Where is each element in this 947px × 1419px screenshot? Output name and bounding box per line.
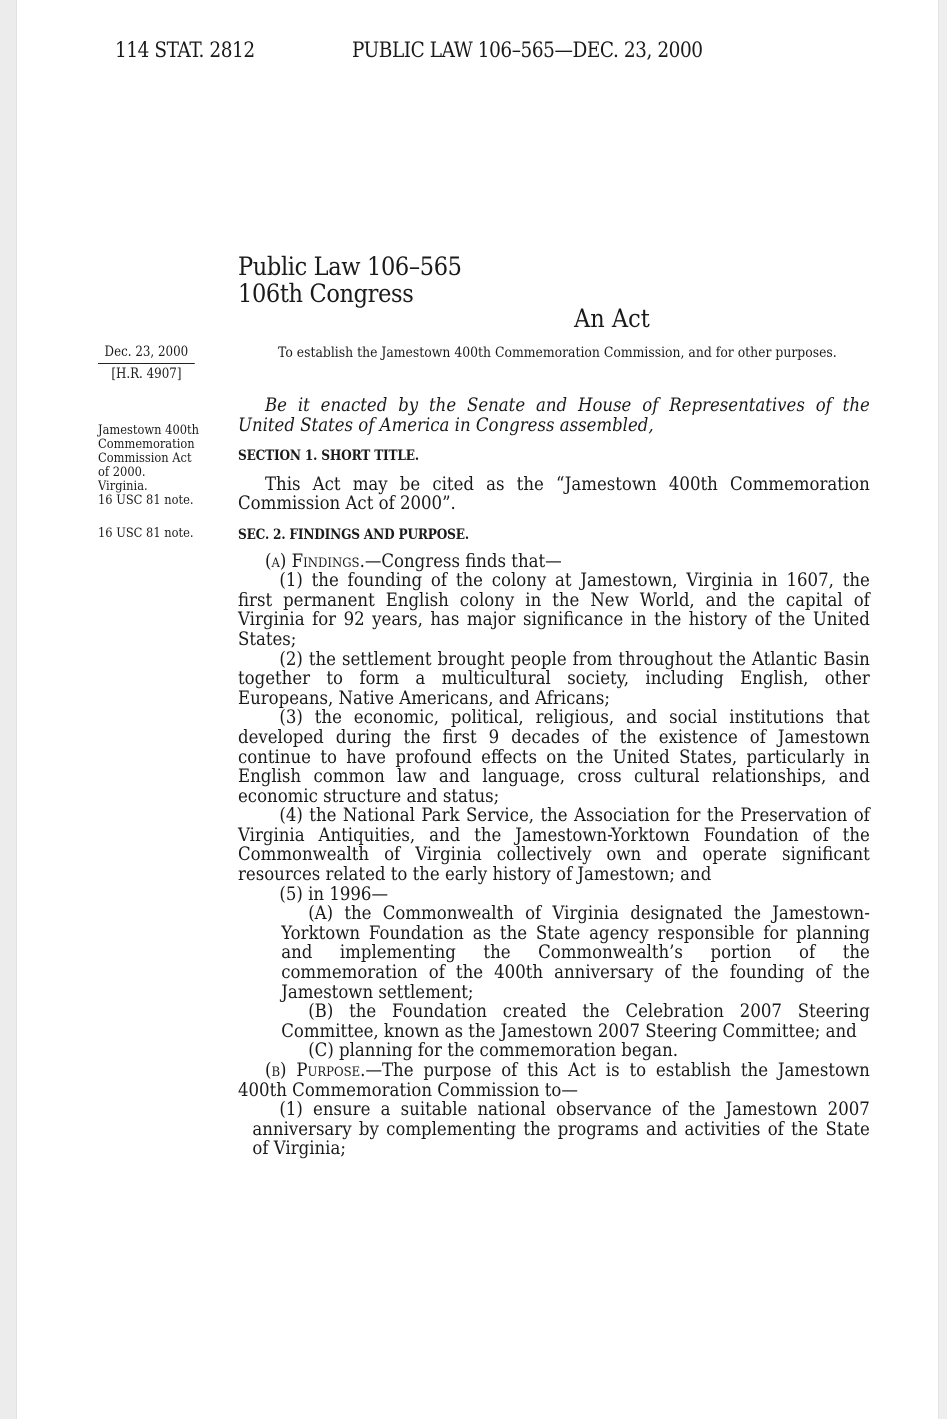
act-label: An Act: [574, 304, 650, 333]
margin-notes-section1: [98, 424, 199, 508]
finding-item: (1) the founding of the colony at Jamestown, Virginia in 1607, the first permanent English colony in the New World, and the capital of Virginia for 92 years, has major significance in the history of the United States;: [238, 570, 870, 650]
findings-intro: [238, 552, 870, 572]
stat-page-number: 114 STAT. 2812: [115, 38, 255, 62]
margin-note: Commission Act: [98, 451, 192, 466]
running-title: PUBLIC LAW 106–565—DEC. 23, 2000: [352, 38, 703, 62]
margin-note: 16 USC 81 note.: [98, 493, 194, 508]
purpose-label: (b) Purpose.: [265, 1060, 366, 1081]
subfinding-item: (C) planning for the commemoration began.: [308, 1040, 679, 1062]
margin-date-block: [98, 345, 195, 381]
purpose-item: (1) ensure a suitable national observance of the Jamestown 2007 anniversary by complementing the programs and activities of the State of Virginia;: [252, 1099, 870, 1160]
findings-label: (a) Findings.: [265, 550, 365, 572]
margin-note: of 2000.: [98, 465, 146, 480]
purpose-intro-text: —The purpose of this Act is to establish the Jamestown 400th Commemoration Commission to—: [238, 1060, 870, 1101]
act-body: [238, 396, 870, 1159]
enacting-clause: Be it enacted by the Senate and House of Representatives of the United States of America in Congress assembled,: [238, 395, 870, 436]
section1-heading: SECTION 1. SHORT TITLE.: [238, 448, 419, 465]
congress-number: 106th Congress: [238, 279, 414, 308]
scan-right-edge: [938, 0, 947, 1419]
margin-note: Commemoration: [98, 437, 195, 452]
finding-item: (2) the settlement brought people from throughout the Atlantic Basin together to form a multicultural society, including English, other Europeans, Native Americans, and Africans;: [238, 648, 870, 709]
finding-item: (5) in 1996—: [279, 883, 389, 905]
margin-note: Virginia.: [98, 479, 148, 494]
scan-left-edge: [0, 0, 17, 1419]
margin-note: Jamestown 400th: [98, 423, 199, 438]
margin-note-section2: 16 USC 81 note.: [98, 526, 194, 541]
finding-item: (4) the National Park Service, the Association for the Preservation of Virginia Antiquities, and the Jamestown-Yorktown Foundation of the Commonwealth of Virginia collectively own and operate significant resources related to the early history of Jamestown; and: [238, 805, 870, 886]
bill-number: [H.R. 4907]: [111, 366, 182, 382]
subfinding-item: (B) the Foundation created the Celebration 2007 Steering Committee, known as the Jamestown 2007 Steering Committee; and: [281, 1001, 870, 1042]
divider: [98, 363, 195, 364]
public-law-number: Public Law 106–565: [238, 252, 462, 281]
subfinding-item: (A) the Commonwealth of Virginia designated the Jamestown-Yorktown Foundation as the State agency responsible for planning and implementing the Commonwealth’s portion of the commemoration of the 400th anniversary of the founding of the Jamestown settlement;: [281, 903, 870, 1003]
enactment-date: Dec. 23, 2000: [104, 344, 189, 360]
finding-item: (3) the economic, political, religious, and social institutions that developed during the first 9 decades of the existence of Jamestown continue to have profound effects on the United States, particularly in English common law and language, cross cultural relationships, and economic structure and status;: [238, 707, 870, 807]
act-summary: To establish the Jamestown 400th Commemoration Commission, and for other purposes.: [278, 345, 837, 361]
section2-heading: SEC. 2. FINDINGS AND PURPOSE.: [238, 526, 469, 543]
findings-intro-text: —Congress finds that—: [364, 550, 562, 572]
purpose-intro: [238, 1061, 870, 1100]
section1-text: This Act may be cited as the “Jamestown 400th Commemoration Commission Act of 2000”.: [238, 473, 870, 515]
